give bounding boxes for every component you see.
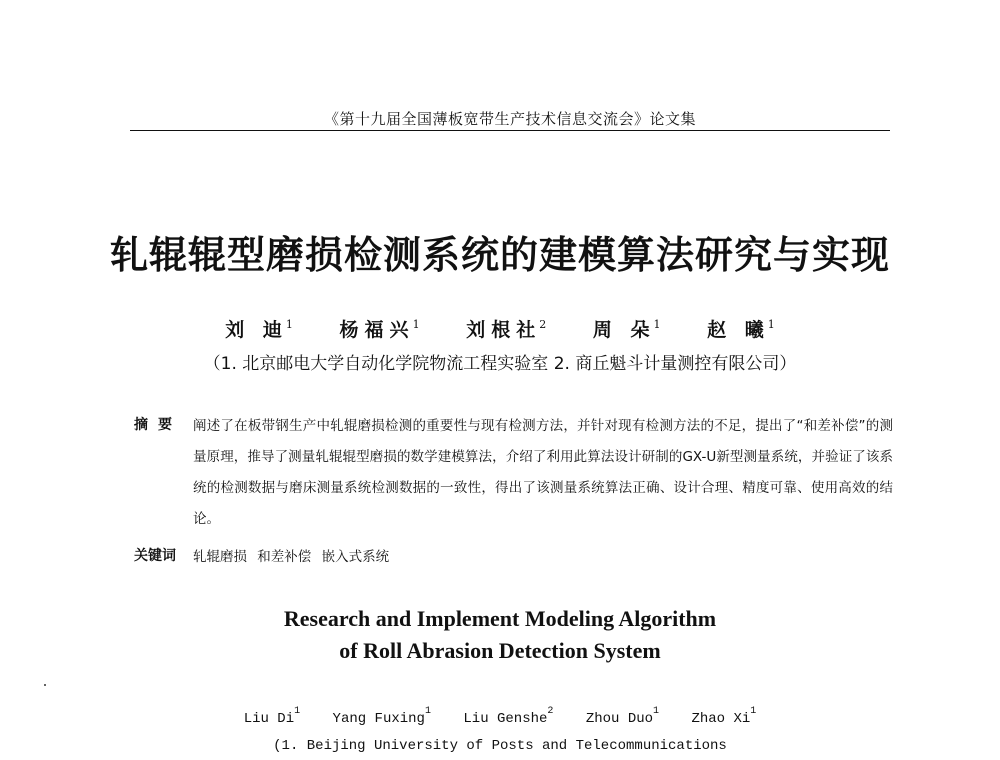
author-en-5 xyxy=(691,706,756,727)
scan-speck xyxy=(44,684,46,686)
authors-english xyxy=(0,706,1000,727)
keywords-text: 轧辊磨损 和差补偿 嵌入式系统 xyxy=(193,549,390,565)
author-en-1 xyxy=(244,706,300,727)
abstract-text: 阐述了在板带钢生产中轧辊磨损检测的重要性与现有检测方法，并针对现有检测方法的不足，提出了“和差补偿”的测量原理，推导了测量轧辊辊型磨损的数学建模算法，介绍了利用此算法设计研制的GX-U新型测量系统，并验证了该系统的检测数据与磨床测量系统检测数据的一致性，得出了该测量系统算法正确、设计合理、精度可靠、使用高效的结论。 xyxy=(193,418,893,527)
header-rule xyxy=(130,130,890,131)
author-cn-2 xyxy=(340,315,420,342)
author-cn-name: 周 朵 xyxy=(592,319,656,341)
author-en-3 xyxy=(463,706,553,727)
affiliation-chinese: （1. 北京邮电大学自动化学院物流工程实验室 2. 商丘魁斗计量测控有限公司） xyxy=(203,354,797,374)
author-en-sup: 1 xyxy=(424,706,431,717)
author-en-2 xyxy=(333,706,431,727)
author-en-name: Yang Fuxing xyxy=(332,711,425,727)
keywords-label: 关键词 xyxy=(134,548,176,564)
author-cn-name: 刘根社 xyxy=(466,319,542,341)
title-en-line-1: Research and Implement Modeling Algorithm xyxy=(283,606,717,631)
author-en-name: Liu Di xyxy=(243,711,295,727)
author-cn-sup: 1 xyxy=(767,318,775,331)
affiliation-english: (1. Beijing University of Posts and Telecommunications xyxy=(273,738,727,754)
author-en-sup: 1 xyxy=(750,706,757,717)
proceedings-header: 《第十九届全国薄板宽带生产技术信息交流会》论文集 xyxy=(323,110,696,128)
paper-title-chinese: 轧辊辊型磨损检测系统的建模算法研究与实现 xyxy=(109,232,890,277)
author-en-name: Zhao Xi xyxy=(691,711,751,727)
paper-title-english xyxy=(0,603,1000,667)
author-cn-3 xyxy=(466,315,546,342)
title-en-line-2: of Roll Abrasion Detection System xyxy=(339,638,661,663)
author-cn-name: 刘 迪 xyxy=(225,319,288,341)
author-cn-sup: 1 xyxy=(285,318,293,331)
author-cn-5 xyxy=(707,315,775,342)
author-cn-sup: 1 xyxy=(412,318,420,331)
author-cn-sup: 1 xyxy=(653,318,661,331)
author-cn-sup: 2 xyxy=(539,318,547,331)
author-en-name: Zhou Duo xyxy=(585,711,654,727)
author-cn-4 xyxy=(593,315,661,342)
author-cn-1 xyxy=(225,315,293,342)
author-en-sup: 1 xyxy=(653,706,660,717)
author-en-sup: 2 xyxy=(547,706,554,717)
authors-chinese xyxy=(0,315,1000,342)
author-cn-name: 赵 曦 xyxy=(707,319,770,341)
author-en-sup: 1 xyxy=(294,706,301,717)
abstract-label: 摘要 xyxy=(134,417,182,433)
author-en-4 xyxy=(586,706,659,727)
author-en-name: Liu Genshe xyxy=(463,711,548,727)
author-cn-name: 杨福兴 xyxy=(339,319,415,341)
